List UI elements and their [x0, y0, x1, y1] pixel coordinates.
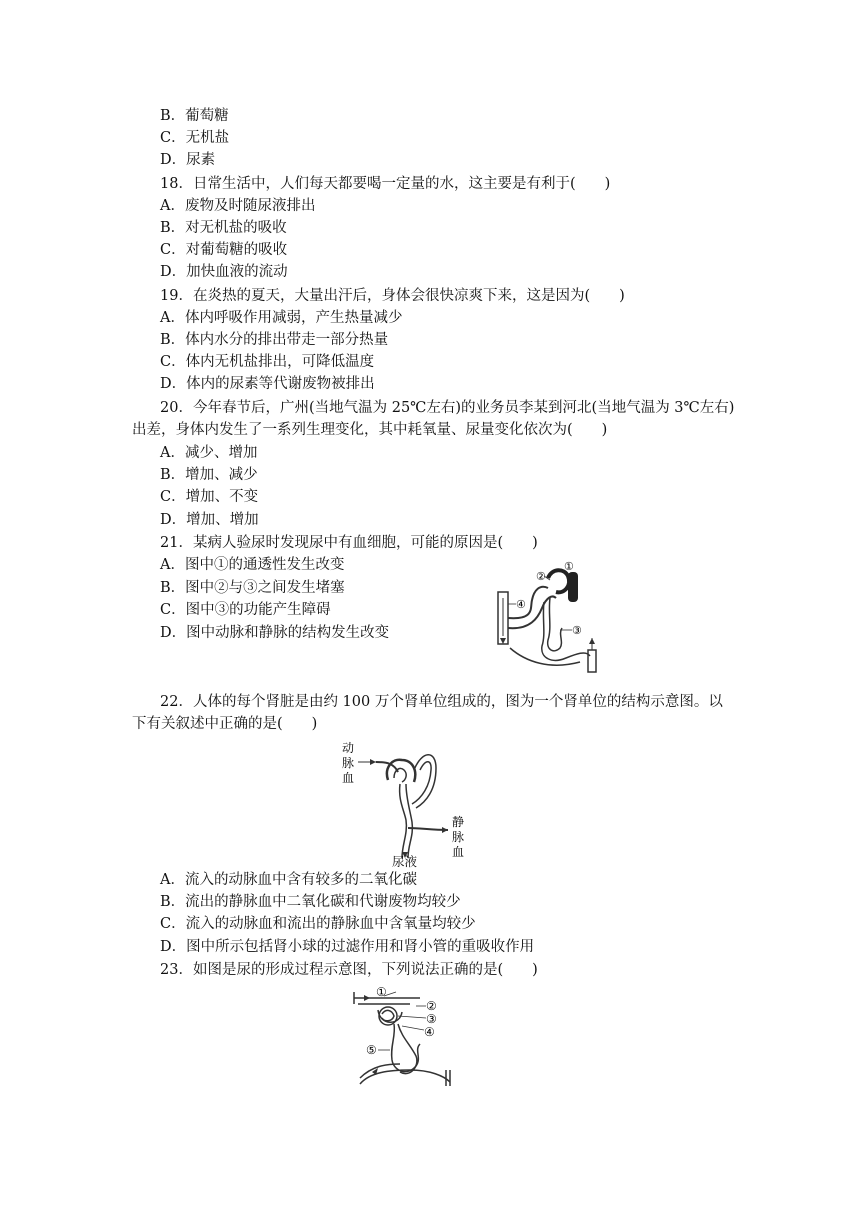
- q22-label-vein-2: 脉: [452, 830, 465, 844]
- q21-option-a: A．图中①的通透性发生改变: [160, 557, 345, 573]
- q20-stem-line1: 20．今年春节后，广州(当地气温为 25℃左右)的业务员李某到河北(当地气温为 3℃左右): [160, 400, 735, 416]
- q21-option-c: C．图中③的功能产生障碍: [160, 602, 331, 618]
- q22-option-c: C．流入的动脉血和流出的静脉血中含氧量均较少: [160, 916, 476, 932]
- q22-option-b: B．流出的静脉血中二氧化碳和代谢废物均较少: [160, 894, 461, 910]
- q17-option-c: C．无机盐: [160, 130, 230, 146]
- q21-nephron-figure: [490, 558, 610, 676]
- q18-stem: 18．日常生活中，人们每天都要喝一定量的水，这主要是有利于( ): [160, 176, 611, 192]
- q20-option-c: C．增加、不变: [160, 489, 259, 505]
- q22-option-a: A．流入的动脉血中含有较多的二氧化碳: [160, 872, 417, 888]
- q22-label-vein-1: 静: [452, 815, 465, 829]
- q18-option-c: C．对葡萄糖的吸收: [160, 242, 288, 258]
- q21-label-3: ③: [572, 624, 582, 637]
- q22-option-d: D．图中所示包括肾小球的过滤作用和肾小管的重吸收作用: [160, 939, 535, 955]
- q17-option-b: B．葡萄糖: [160, 108, 229, 124]
- q23-label-2: ②: [426, 999, 437, 1013]
- q18-option-b: B．对无机盐的吸收: [160, 220, 287, 236]
- q20-option-a: A．减少、增加: [160, 445, 258, 461]
- q21-label-1: ①: [564, 560, 574, 573]
- q21-option-d: D．图中动脉和静脉的结构发生改变: [160, 625, 390, 641]
- q23-label-5: ⑤: [366, 1043, 377, 1057]
- q23-label-4: ④: [424, 1025, 435, 1039]
- q22-label-artery-3: 血: [342, 771, 355, 785]
- q22-nephron-figure: [336, 740, 486, 868]
- q19-option-c: C．体内无机盐排出，可降低温度: [160, 354, 375, 370]
- q23-label-1: ①: [376, 986, 387, 999]
- q21-label-2: ②: [536, 570, 546, 583]
- q19-option-a: A．体内呼吸作用减弱，产生热量减少: [160, 310, 403, 326]
- q20-option-b: B．增加、减少: [160, 467, 258, 483]
- q23-urine-formation-figure: [350, 986, 460, 1090]
- q21-label-4: ④: [516, 598, 526, 611]
- q23-label-3: ③: [426, 1012, 437, 1026]
- q20-stem-line2: 出差，身体内发生了一系列生理变化，其中耗氧量、尿量变化依次为( ): [132, 422, 608, 438]
- q22-label-vein-3: 血: [452, 845, 465, 859]
- q18-option-a: A．废物及时随尿液排出: [160, 198, 316, 214]
- q22-label-urine: 尿液: [392, 854, 418, 869]
- q19-option-d: D．体内的尿素等代谢废物被排出: [160, 376, 375, 392]
- q20-option-d: D．增加、增加: [160, 512, 259, 528]
- q22-label-artery-2: 脉: [342, 756, 355, 770]
- q22-stem-line2: 下有关叙述中正确的是( ): [132, 716, 318, 732]
- q22-label-artery-1: 动: [342, 741, 355, 755]
- q21-stem: 21．某病人验尿时发现尿中有血细胞，可能的原因是( ): [160, 535, 538, 551]
- q19-stem: 19．在炎热的夏天，大量出汗后，身体会很快凉爽下来，这是因为( ): [160, 288, 625, 304]
- q21-option-b: B．图中②与③之间发生堵塞: [160, 580, 345, 596]
- q22-stem-line1: 22．人体的每个肾脏是由约 100 万个肾单位组成的，图为一个肾单位的结构示意图。以: [160, 694, 723, 710]
- q18-option-d: D．加快血液的流动: [160, 264, 288, 280]
- q17-option-d: D．尿素: [160, 152, 216, 168]
- q23-stem: 23．如图是尿的形成过程示意图，下列说法正确的是( ): [160, 962, 538, 978]
- q19-option-b: B．体内水分的排出带走一部分热量: [160, 332, 389, 348]
